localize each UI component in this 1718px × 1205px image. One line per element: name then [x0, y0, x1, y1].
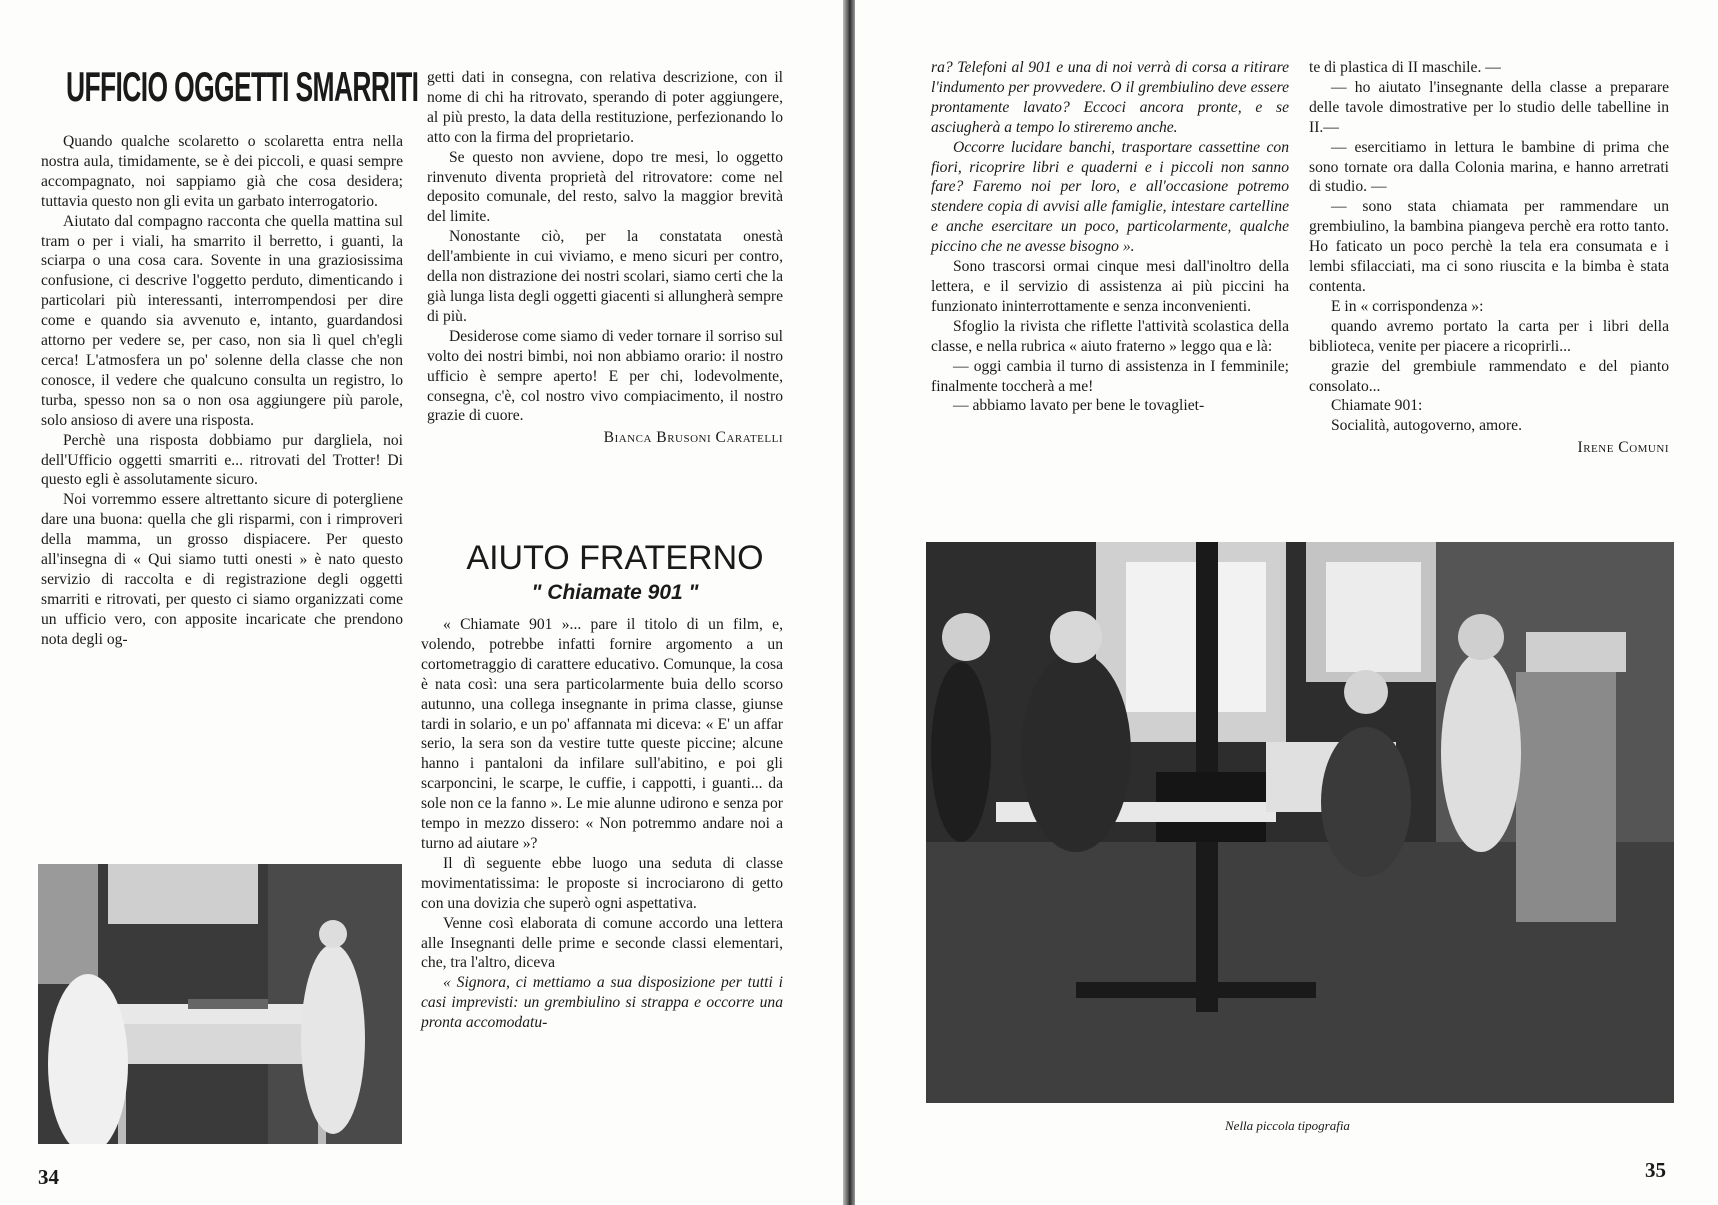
column-1	[41, 132, 403, 650]
author-signature: Irene Comuni	[1577, 439, 1669, 457]
paragraph: E in « corrispondenza »:	[1331, 297, 1484, 315]
paragraph: — oggi cambia il turno di assistenza in I femminile; finalmente toccherà a me!	[931, 357, 1289, 395]
column-2-top	[427, 68, 783, 448]
column-2-bottom	[421, 615, 783, 1033]
paragraph: Desiderose come siamo di veder tornare il sorriso sul volto dei nostri bimbi, noi non abbiamo orario: il nostro ufficio è sempre aperto! E per chi, lodevolmente, consegna, c'è, col nostro vivo compiacimento, il nostro grazie di cuore.	[427, 327, 783, 425]
author-signature: Bianca Brusoni Caratelli	[603, 429, 783, 447]
column-3	[931, 58, 1289, 416]
paragraph: « Chiamate 901 »... pare il titolo di un film, e, volendo, potrebbe infatti fornire argomento a un cortometraggio di carattere educativo. Comunque, la cosa è nata così: una sera particolarmente buia dello scorso autunno, una collega insegnante in prima classe, giunse tardi in solario, e un po' affannata mi diceva: « E' un affar serio, la sera son da vestire tutte queste piccine; alcune hanno i pantaloni da infilare sull'abitino, e poi gli scarponcini, le scarpe, le cuffie, i cappotti, i guanti... da sole non ce la fanno ». Le mie alunne udirono e senza por tempo in mezzo dissero: « Non potremmo andare noi a turno ad aiutare »?	[421, 616, 783, 852]
article-title-ufficio: UFFICIO OGGETTI SMARRITI	[66, 63, 419, 110]
article-title-aiuto-fraterno: AIUTO FRATERNO	[466, 539, 764, 577]
paragraph: Socialità, autogoverno, amore.	[1331, 417, 1522, 435]
book-gutter	[843, 0, 855, 1205]
paragraph: Occorre lucidare banchi, trasportare cassettine con fiori, ricoprire libri e quaderni e i piccoli non sanno fare? Faremo noi per loro, e all'occasione potremo stendere copia di avvisi alle famiglie, intestare cartelline e anche esercitare un poco, particolarmente, qualche piccino che ne avesse bisogno ».	[931, 138, 1289, 256]
paragraph: — ho aiutato l'insegnante della classe a preparare delle tavole dimostrative per lo studio delle tabelline in II.—	[1309, 78, 1669, 136]
page-number: 34	[38, 1165, 59, 1189]
paragraph: — abbiamo lavato per bene le tovagliet-	[953, 397, 1205, 415]
paragraph: Se questo non avviene, dopo tre mesi, lo oggetto rinvenuto diventa proprietà del ritrovatore: come nel deposito comunale, del resto, salvo la maggior brevità del limite.	[427, 148, 783, 226]
paragraph: getti dati in consegna, con relativa descrizione, con il nome di chi ha ritrovato, sperando di poter aggiungere, al più presto, la data della restituzione, perfezionando lo atto con la firma del proprietario.	[427, 69, 783, 146]
paragraph: Il dì seguente ebbe luogo una seduta di classe movimentatissima: le proposte si incrociarono di getto con una dovizia che superò ogni aspettativa.	[421, 854, 783, 912]
paragraph: — esercitiamo in lettura le bambine di prima che sono tornate ora dalla Colonia marina, e hanno arretrati di studio. —	[1309, 138, 1669, 196]
paragraph: Perchè una risposta dobbiamo pur dargliela, noi dell'Ufficio oggetti smarriti e... ritrovati del Trotter! Di questo egli è assolutamente sicuro.	[41, 431, 403, 489]
paragraph: « Signora, ci mettiamo a sua disposizione per tutti i casi imprevisti: un grembiulino si strappa e occorre una pronta accomodatu-	[421, 974, 783, 1032]
paragraph: Noi vorremmo essere altrettanto sicure di potergliene dare una buona: quella che gli risparmi, con i rimproveri della mamma, un grosso dispiacere. Per questo all'insegna di « Qui siamo tutti onesti » è nato questo servizio di raccolta e di registrazione degli oggetti smarriti e ritrovati, per questo ci siamo organizzati come un ufficio vero, con apposite incaricate che prendono nota degli og-	[41, 491, 403, 648]
photo-caption: Nella piccola tipografia	[1225, 1118, 1350, 1133]
paragraph: Venne così elaborata di comune accordo una lettera alle Insegnanti delle prime e seconde classi elementari, che, tra l'altro, diceva	[421, 914, 783, 972]
paragraph: Quando qualche scolaretto o scolaretta entra nella nostra aula, timidamente, se è dei piccoli, e quasi sempre accompagnato, noi sappiamo già che cosa desidera; tuttavia questo non gli evita un garbato interrogatorio.	[41, 133, 403, 210]
paragraph: Sfoglio la rivista che riflette l'attività scolastica della classe, e nella rubrica « aiuto fraterno » leggo qua e là:	[931, 317, 1289, 355]
photo-nurses	[38, 864, 402, 1144]
paragraph: Chiamate 901:	[1331, 397, 1423, 415]
paragraph: Aiutato dal compagno racconta che quella mattina sul tram o per i viali, ha smarrito il berretto, i guanti, la sciarpa o una cosa cara. Sovente in una graziosissima confusione, ci descrive l'oggetto perduto, dimenticando i particolari più interessanti, interrompendosi per dire come e quando sia avvenuto e, intanto, guardandosi attorno per vedere se, per caso, non sia lì quel ch'egli cerca! L'atmosfera un po' solenne della classe che non conosce, il vedere che qualcuno consulta un registro, lo turba, spesso non sa o non osa aggiungere più parole, solo ansioso di avere una risposta.	[41, 212, 403, 429]
page-number: 35	[1645, 1158, 1666, 1182]
left-page	[0, 0, 843, 1205]
column-4	[1309, 58, 1669, 458]
paragraph: — sono stata chiamata per rammendare un grembiulino, la bambina piangeva perchè era rotto tanto. Ho faticato un poco perchè la tela era consumata e i lembi sfilacciati, ma ci sono riuscita e la bimba è stata contenta.	[1309, 198, 1669, 295]
photo-print-shop	[926, 542, 1674, 1103]
right-page	[855, 0, 1718, 1205]
article-subtitle: " Chiamate 901 "	[531, 581, 699, 604]
paragraph: Nonostante ciò, per la constatata onestà dell'ambiente in cui viviamo, e meno sicuri per contro, della non distrazione dei nostri scolari, siamo certi che la già lunga lista degli oggetti giacenti si allungherà sempre di più.	[427, 228, 783, 325]
paragraph: te di plastica di II maschile. —	[1309, 59, 1501, 76]
paragraph: ra? Telefoni al 901 e una di noi verrà di corsa a ritirare l'indumento per provvedere. O il grembiulino deve essere prontamente lavato? Eccoci ancora pronte, e se asciugherà a tempo lo stireremo anche.	[931, 59, 1289, 136]
paragraph: quando avremo portato la carta per i libri della biblioteca, venite per piacere a ricoprirli...	[1309, 317, 1669, 355]
paragraph: grazie del grembiule rammendato e del pianto consolato...	[1309, 357, 1669, 395]
paragraph: Sono trascorsi ormai cinque mesi dall'inoltro della lettera, e il servizio di assistenza ai più piccini ha funzionato ininterrottamente e senza inconvenienti.	[931, 258, 1289, 315]
